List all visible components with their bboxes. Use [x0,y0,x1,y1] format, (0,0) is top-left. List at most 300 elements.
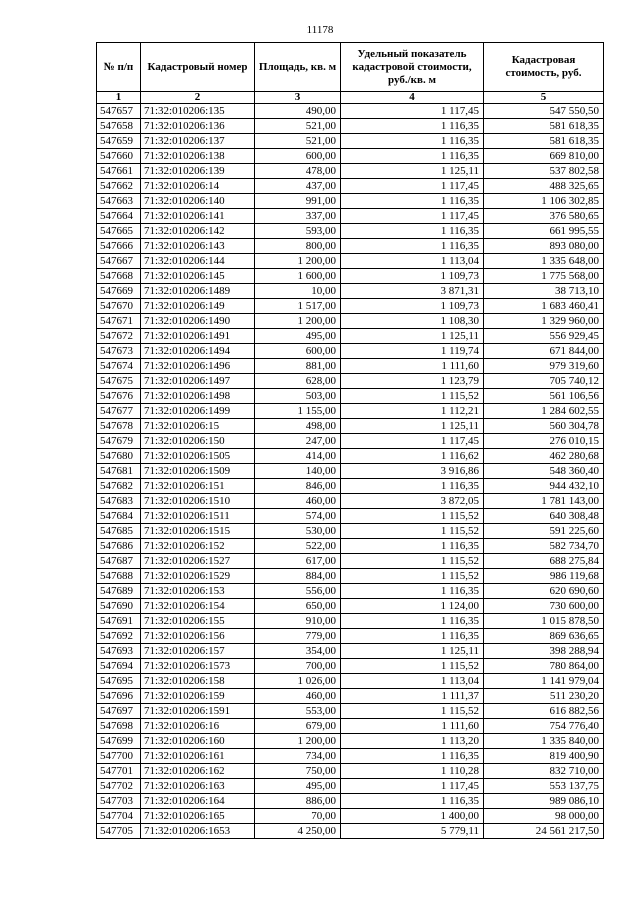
cadastral-value-cell: 548 360,40 [484,464,604,479]
table-row [97,404,604,419]
row-number-cell: 547703 [97,794,141,809]
unit-value-cell: 1 111,60 [341,359,484,374]
cadastral-number-cell: 71:32:010206:1573 [141,659,255,674]
cadastral-number-cell: 71:32:010206:141 [141,209,255,224]
cadastral-value-cell: 1 329 960,00 [484,314,604,329]
unit-value-cell: 1 116,35 [341,794,484,809]
cadastral-value-cell: 1 106 302,85 [484,194,604,209]
cadastral-value-cell: 893 080,00 [484,239,604,254]
table-row [97,254,604,269]
cadastral-value-cell: 944 432,10 [484,479,604,494]
area-cell: 495,00 [255,329,341,344]
cadastral-value-cell: 661 995,55 [484,224,604,239]
area-cell: 437,00 [255,179,341,194]
header-cadastral-value: Кадастровая стоимость, руб. [484,43,604,92]
row-number-cell: 547680 [97,449,141,464]
cadastral-number-cell: 71:32:010206:145 [141,269,255,284]
unit-value-cell: 3 916,86 [341,464,484,479]
area-cell: 617,00 [255,554,341,569]
cadastral-number-cell: 71:32:010206:161 [141,749,255,764]
cadastral-value-cell: 1 781 143,00 [484,494,604,509]
header-row-number: № п/п [97,43,141,92]
row-number-cell: 547685 [97,524,141,539]
unit-value-cell: 1 113,04 [341,254,484,269]
row-number-cell: 547675 [97,374,141,389]
cadastral-number-cell: 71:32:010206:149 [141,299,255,314]
unit-value-cell: 1 117,45 [341,104,484,119]
area-cell: 734,00 [255,749,341,764]
cadastral-number-cell: 71:32:010206:14 [141,179,255,194]
header-area: Площадь, кв. м [255,43,341,92]
unit-value-cell: 1 116,35 [341,149,484,164]
table-row [97,719,604,734]
cadastral-value-cell: 547 550,50 [484,104,604,119]
cadastral-number-cell: 71:32:010206:1494 [141,344,255,359]
table-row [97,704,604,719]
row-number-cell: 547665 [97,224,141,239]
cadastral-value-cell: 819 400,90 [484,749,604,764]
table-row [97,689,604,704]
cadastral-value-cell: 591 225,60 [484,524,604,539]
row-number-cell: 547700 [97,749,141,764]
cadastral-number-cell: 71:32:010206:1510 [141,494,255,509]
unit-value-cell: 1 117,45 [341,779,484,794]
cadastral-value-cell: 671 844,00 [484,344,604,359]
cadastral-value-cell: 488 325,65 [484,179,604,194]
cadastral-number-cell: 71:32:010206:164 [141,794,255,809]
area-cell: 574,00 [255,509,341,524]
cadastral-number-cell: 71:32:010206:165 [141,809,255,824]
unit-value-cell: 1 115,52 [341,569,484,584]
cadastral-value-cell: 979 319,60 [484,359,604,374]
row-number-cell: 547704 [97,809,141,824]
unit-value-cell: 1 115,52 [341,524,484,539]
header-cadastral-number: Кадастровый номер [141,43,255,92]
cadastral-value-cell: 556 929,45 [484,329,604,344]
unit-value-cell: 1 116,35 [341,479,484,494]
table-row [97,629,604,644]
cadastral-value-cell: 553 137,75 [484,779,604,794]
cadastral-value-cell: 1 015 878,50 [484,614,604,629]
table-row [97,239,604,254]
table-row [97,344,604,359]
row-number-cell: 547658 [97,119,141,134]
table-row [97,614,604,629]
cadastral-value-cell: 688 275,84 [484,554,604,569]
cadastral-value-cell: 24 561 217,50 [484,824,604,839]
unit-value-cell: 1 117,45 [341,209,484,224]
unit-value-cell: 1 115,52 [341,389,484,404]
table-row [97,314,604,329]
area-cell: 553,00 [255,704,341,719]
table-row [97,479,604,494]
cadastral-number-cell: 71:32:010206:140 [141,194,255,209]
table-row [97,329,604,344]
row-number-cell: 547662 [97,179,141,194]
row-number-cell: 547705 [97,824,141,839]
row-number-cell: 547688 [97,569,141,584]
cadastral-number-cell: 71:32:010206:152 [141,539,255,554]
cadastral-value-cell: 276 010,15 [484,434,604,449]
row-number-cell: 547694 [97,659,141,674]
table-row [97,524,604,539]
unit-value-cell: 1 110,28 [341,764,484,779]
cadastral-number-cell: 71:32:010206:1515 [141,524,255,539]
row-number-cell: 547674 [97,359,141,374]
unit-value-cell: 1 116,35 [341,749,484,764]
cadastral-number-cell: 71:32:010206:151 [141,479,255,494]
unit-value-cell: 1 116,35 [341,194,484,209]
area-cell: 628,00 [255,374,341,389]
unit-value-cell: 1 123,79 [341,374,484,389]
row-number-cell: 547663 [97,194,141,209]
row-number-cell: 547701 [97,764,141,779]
area-cell: 846,00 [255,479,341,494]
area-cell: 460,00 [255,494,341,509]
area-cell: 490,00 [255,104,341,119]
table-row [97,194,604,209]
area-cell: 503,00 [255,389,341,404]
area-cell: 700,00 [255,659,341,674]
area-cell: 1 517,00 [255,299,341,314]
area-cell: 910,00 [255,614,341,629]
cadastral-number-cell: 71:32:010206:1653 [141,824,255,839]
table-row [97,539,604,554]
table-row [97,389,604,404]
table-row [97,764,604,779]
unit-value-cell: 1 125,11 [341,329,484,344]
table-row [97,554,604,569]
area-cell: 679,00 [255,719,341,734]
page-number: 11178 [306,24,334,36]
cadastral-value-cell: 560 304,78 [484,419,604,434]
cadastral-value-cell: 780 864,00 [484,659,604,674]
cadastral-value-cell: 581 618,35 [484,134,604,149]
row-number-cell: 547664 [97,209,141,224]
unit-value-cell: 1 109,73 [341,299,484,314]
unit-value-cell: 1 116,35 [341,239,484,254]
unit-value-cell: 1 116,35 [341,134,484,149]
column-number: 2 [141,92,255,104]
row-number-cell: 547668 [97,269,141,284]
cadastral-number-cell: 71:32:010206:1496 [141,359,255,374]
area-cell: 522,00 [255,539,341,554]
cadastral-value-cell: 616 882,56 [484,704,604,719]
unit-value-cell: 1 117,45 [341,434,484,449]
area-cell: 414,00 [255,449,341,464]
cadastral-number-cell: 71:32:010206:150 [141,434,255,449]
cadastral-value-cell: 986 119,68 [484,569,604,584]
cadastral-number-cell: 71:32:010206:163 [141,779,255,794]
unit-value-cell: 1 116,35 [341,539,484,554]
cadastral-value-cell: 561 106,56 [484,389,604,404]
table-row [97,644,604,659]
row-number-cell: 547671 [97,314,141,329]
row-number-cell: 547670 [97,299,141,314]
area-cell: 354,00 [255,644,341,659]
cadastral-number-cell: 71:32:010206:155 [141,614,255,629]
table-body [97,104,604,839]
table-row [97,449,604,464]
row-number-cell: 547666 [97,239,141,254]
row-number-cell: 547687 [97,554,141,569]
unit-value-cell: 1 115,52 [341,509,484,524]
row-number-cell: 547673 [97,344,141,359]
row-number-cell: 547672 [97,329,141,344]
row-number-cell: 547686 [97,539,141,554]
row-number-cell: 547682 [97,479,141,494]
cadastral-number-cell: 71:32:010206:137 [141,134,255,149]
unit-value-cell: 1 124,00 [341,599,484,614]
unit-value-cell: 1 116,35 [341,629,484,644]
unit-value-cell: 1 116,35 [341,614,484,629]
area-cell: 530,00 [255,524,341,539]
table-row [97,659,604,674]
unit-value-cell: 3 872,05 [341,494,484,509]
area-cell: 70,00 [255,809,341,824]
area-cell: 1 200,00 [255,314,341,329]
table-row [97,749,604,764]
column-number: 5 [484,92,604,104]
area-cell: 521,00 [255,134,341,149]
table-row [97,419,604,434]
cadastral-number-cell: 71:32:010206:162 [141,764,255,779]
unit-value-cell: 1 116,35 [341,584,484,599]
table-row [97,734,604,749]
area-cell: 495,00 [255,779,341,794]
area-cell: 991,00 [255,194,341,209]
cadastral-number-cell: 71:32:010206:1491 [141,329,255,344]
cadastral-number-cell: 71:32:010206:1511 [141,509,255,524]
table-row [97,464,604,479]
row-number-cell: 547679 [97,434,141,449]
area-cell: 10,00 [255,284,341,299]
column-number-row [97,92,604,104]
cadastral-number-cell: 71:32:010206:160 [141,734,255,749]
table-row [97,674,604,689]
row-number-cell: 547689 [97,584,141,599]
cadastral-number-cell: 71:32:010206:143 [141,239,255,254]
unit-value-cell: 1 116,35 [341,119,484,134]
cadastral-number-cell: 71:32:010206:1529 [141,569,255,584]
table-row [97,779,604,794]
cadastral-value-cell: 1 335 648,00 [484,254,604,269]
cadastral-value-cell: 640 308,48 [484,509,604,524]
table-row [97,269,604,284]
cadastral-value-cell: 1 335 840,00 [484,734,604,749]
cadastral-number-cell: 71:32:010206:1497 [141,374,255,389]
cadastral-value-cell: 1 683 460,41 [484,299,604,314]
row-number-cell: 547691 [97,614,141,629]
row-number-cell: 547696 [97,689,141,704]
column-number: 1 [97,92,141,104]
unit-value-cell: 1 119,74 [341,344,484,359]
table-row [97,359,604,374]
row-number-cell: 547660 [97,149,141,164]
unit-value-cell: 1 113,04 [341,674,484,689]
cadastral-number-cell: 71:32:010206:142 [141,224,255,239]
area-cell: 1 200,00 [255,734,341,749]
unit-value-cell: 1 116,62 [341,449,484,464]
cadastral-value-cell: 511 230,20 [484,689,604,704]
cadastral-value-cell: 1 775 568,00 [484,269,604,284]
unit-value-cell: 3 871,31 [341,284,484,299]
table-row [97,299,604,314]
row-number-cell: 547698 [97,719,141,734]
row-number-cell: 547681 [97,464,141,479]
cadastral-number-cell: 71:32:010206:156 [141,629,255,644]
row-number-cell: 547699 [97,734,141,749]
table-row [97,584,604,599]
unit-value-cell: 1 125,11 [341,644,484,659]
table-row [97,809,604,824]
table-row [97,134,604,149]
area-cell: 884,00 [255,569,341,584]
row-number-cell: 547692 [97,629,141,644]
table-row [97,569,604,584]
cadastral-value-cell: 98 000,00 [484,809,604,824]
cadastral-number-cell: 71:32:010206:1499 [141,404,255,419]
table-row [97,149,604,164]
cadastral-value-cell: 1 284 602,55 [484,404,604,419]
cadastral-value-cell: 869 636,65 [484,629,604,644]
area-cell: 750,00 [255,764,341,779]
area-cell: 779,00 [255,629,341,644]
column-number: 3 [255,92,341,104]
unit-value-cell: 1 117,45 [341,179,484,194]
cadastral-number-cell: 71:32:010206:16 [141,719,255,734]
unit-value-cell: 1 111,37 [341,689,484,704]
row-number-cell: 547695 [97,674,141,689]
area-cell: 478,00 [255,164,341,179]
row-number-cell: 547657 [97,104,141,119]
table-row [97,794,604,809]
cadastral-number-cell: 71:32:010206:1490 [141,314,255,329]
cadastral-value-cell: 705 740,12 [484,374,604,389]
row-number-cell: 547659 [97,134,141,149]
unit-value-cell: 1 116,35 [341,224,484,239]
cadastral-value-cell: 537 802,58 [484,164,604,179]
table-row [97,374,604,389]
table-row [97,509,604,524]
area-cell: 556,00 [255,584,341,599]
unit-value-cell: 1 112,21 [341,404,484,419]
table-row [97,119,604,134]
cadastral-value-cell: 582 734,70 [484,539,604,554]
cadastral-number-cell: 71:32:010206:153 [141,584,255,599]
cadastral-number-cell: 71:32:010206:136 [141,119,255,134]
unit-value-cell: 1 115,52 [341,554,484,569]
table-row [97,434,604,449]
cadastral-number-cell: 71:32:010206:157 [141,644,255,659]
cadastral-number-cell: 71:32:010206:154 [141,599,255,614]
cadastral-number-cell: 71:32:010206:144 [141,254,255,269]
table-row [97,179,604,194]
column-number: 4 [341,92,484,104]
table-row [97,494,604,509]
area-cell: 521,00 [255,119,341,134]
header-unit-value: Удельный показатель кадастровой стоимости, руб./кв. м [341,43,484,92]
cadastral-number-cell: 71:32:010206:1489 [141,284,255,299]
unit-value-cell: 1 111,60 [341,719,484,734]
table-row [97,164,604,179]
unit-value-cell: 1 109,73 [341,269,484,284]
cadastral-number-cell: 71:32:010206:15 [141,419,255,434]
table-row [97,104,604,119]
row-number-cell: 547697 [97,704,141,719]
area-cell: 1 600,00 [255,269,341,284]
unit-value-cell: 1 125,11 [341,164,484,179]
area-cell: 650,00 [255,599,341,614]
row-number-cell: 547690 [97,599,141,614]
row-number-cell: 547667 [97,254,141,269]
unit-value-cell: 1 125,11 [341,419,484,434]
area-cell: 1 026,00 [255,674,341,689]
unit-value-cell: 1 400,00 [341,809,484,824]
cadastral-value-cell: 754 776,40 [484,719,604,734]
unit-value-cell: 1 108,30 [341,314,484,329]
cadastral-value-cell: 989 086,10 [484,794,604,809]
row-number-cell: 547683 [97,494,141,509]
cadastral-value-cell: 462 280,68 [484,449,604,464]
cadastral-number-cell: 71:32:010206:138 [141,149,255,164]
cadastral-number-cell: 71:32:010206:1509 [141,464,255,479]
cadastral-value-cell: 730 600,00 [484,599,604,614]
cadastral-number-cell: 71:32:010206:1505 [141,449,255,464]
cadastral-value-cell: 376 580,65 [484,209,604,224]
table-row [97,209,604,224]
unit-value-cell: 5 779,11 [341,824,484,839]
area-cell: 460,00 [255,689,341,704]
row-number-cell: 547702 [97,779,141,794]
area-cell: 337,00 [255,209,341,224]
row-number-cell: 547684 [97,509,141,524]
area-cell: 593,00 [255,224,341,239]
area-cell: 4 250,00 [255,824,341,839]
cadastral-value-cell: 832 710,00 [484,764,604,779]
unit-value-cell: 1 115,52 [341,659,484,674]
row-number-cell: 547676 [97,389,141,404]
table-row [97,284,604,299]
table-header-row [97,43,604,92]
unit-value-cell: 1 113,20 [341,734,484,749]
cadastral-value-table [96,42,604,839]
cadastral-number-cell: 71:32:010206:1527 [141,554,255,569]
cadastral-value-cell: 669 810,00 [484,149,604,164]
area-cell: 1 155,00 [255,404,341,419]
cadastral-number-cell: 71:32:010206:158 [141,674,255,689]
area-cell: 247,00 [255,434,341,449]
unit-value-cell: 1 115,52 [341,704,484,719]
cadastral-value-cell: 38 713,10 [484,284,604,299]
area-cell: 140,00 [255,464,341,479]
area-cell: 886,00 [255,794,341,809]
cadastral-number-cell: 71:32:010206:139 [141,164,255,179]
table-row [97,224,604,239]
cadastral-number-cell: 71:32:010206:159 [141,689,255,704]
cadastral-number-cell: 71:32:010206:1498 [141,389,255,404]
row-number-cell: 547693 [97,644,141,659]
table-row [97,599,604,614]
cadastral-value-cell: 620 690,60 [484,584,604,599]
cadastral-value-cell: 1 141 979,04 [484,674,604,689]
area-cell: 498,00 [255,419,341,434]
row-number-cell: 547669 [97,284,141,299]
cadastral-number-cell: 71:32:010206:1591 [141,704,255,719]
row-number-cell: 547677 [97,404,141,419]
table-row [97,824,604,839]
row-number-cell: 547661 [97,164,141,179]
